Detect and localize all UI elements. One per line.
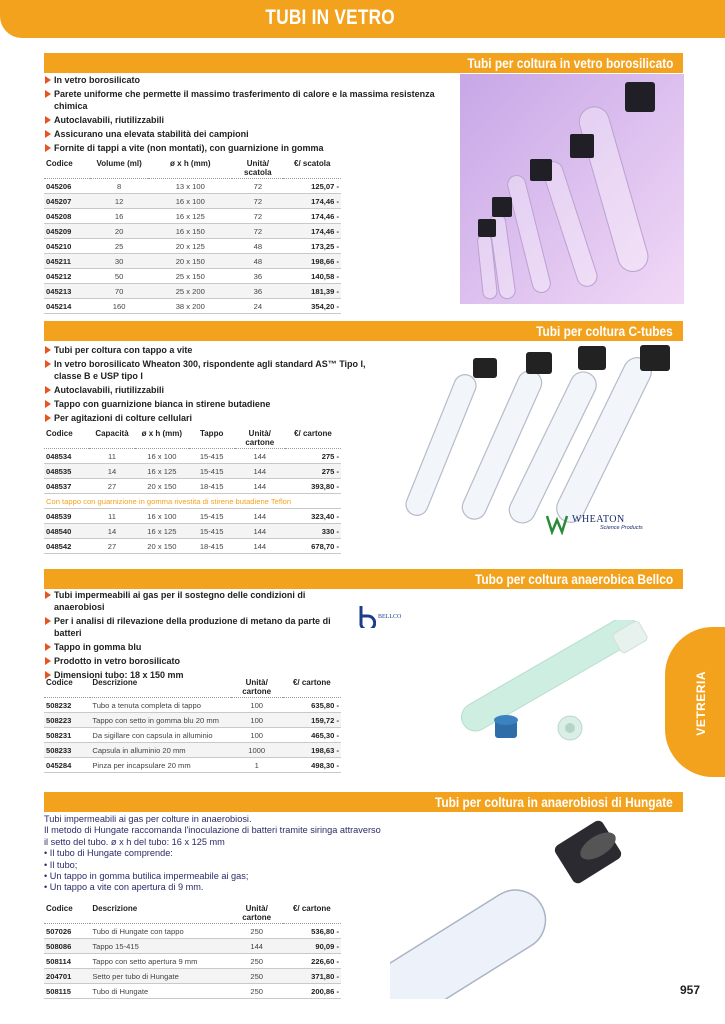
bullet: Per agitazioni di colture cellulari — [44, 412, 394, 424]
table-row — [44, 743, 341, 758]
table-row — [44, 254, 341, 269]
cell: 20 x 150 — [148, 254, 232, 269]
table-row — [44, 728, 341, 743]
cell: Tappo 15-415 — [90, 939, 230, 954]
product-code: 045206 — [44, 179, 90, 194]
table-row — [44, 524, 341, 539]
product-code: 048540 — [44, 524, 89, 539]
cell: 12 — [90, 194, 148, 209]
table-row — [44, 449, 341, 464]
table-row — [44, 464, 341, 479]
table-hungate: Codice Descrizione Unità/ cartone €/ cartone 507026 Tubo di Hungate con tappo 250 536,80 - 508086 Tappo 15-415 144 90,09 - 508114 Tappo con setto apertura 9 mm 250 226,60 - 204701 Setto per tubo di Hungate 250 371,80 - 508115 Tubo di Hungate 250 200,86 - — [44, 903, 341, 999]
photo-hungate-tube — [390, 816, 683, 999]
bullet: In vetro borosilicato Wheaton 300, rispondente agli standard AS™ Tipo I, classe B e USP tipo I — [44, 358, 394, 382]
table-row — [44, 984, 341, 999]
bullet: Prodotto in vetro borosilicato — [44, 655, 344, 667]
price: 330 - — [285, 524, 341, 539]
cell: 20 x 150 — [135, 479, 189, 494]
wheaton-logo: WHEATON Science Products — [545, 512, 660, 536]
section-title-bellco: Tubo per coltura anaerobica Bellco — [44, 569, 683, 589]
price: 465,30 - — [283, 728, 341, 743]
bullet: Tubi per coltura con tappo a vite — [44, 344, 394, 356]
product-code: 507026 — [44, 924, 90, 939]
table-row — [44, 209, 341, 224]
cell: 250 — [231, 969, 283, 984]
cell: 16 x 125 — [135, 524, 189, 539]
price: 200,86 - — [283, 984, 341, 999]
cell: Capsula in alluminio 20 mm — [90, 743, 230, 758]
cell: 70 — [90, 284, 148, 299]
price: 635,80 - — [283, 698, 341, 713]
bullet: Tappo con guarnizione bianca in stirene butadiene — [44, 398, 394, 410]
table-note: Con tappo con guarnizione in gomma rivestita di stirene butadiene Teflon — [44, 494, 341, 509]
price: 90,09 - — [283, 939, 341, 954]
cell: 13 x 100 — [148, 179, 232, 194]
photo-bellco-tube — [440, 620, 665, 760]
table-row — [44, 509, 341, 524]
price: 536,80 - — [283, 924, 341, 939]
cell: 18-415 — [189, 539, 235, 554]
bullet: In vetro borosilicato — [44, 74, 464, 86]
cell: Da sigillare con capsula in alluminio — [90, 728, 230, 743]
table-row — [44, 969, 341, 984]
cell: 20 — [90, 224, 148, 239]
table-row — [44, 954, 341, 969]
price: 498,30 - — [283, 758, 341, 773]
cell: 18-415 — [189, 479, 235, 494]
cell: Tappo con setto apertura 9 mm — [90, 954, 230, 969]
product-code: 045213 — [44, 284, 90, 299]
product-code: 048537 — [44, 479, 89, 494]
cell: 11 — [89, 509, 135, 524]
product-code: 048535 — [44, 464, 89, 479]
bullet: Parete uniforme che permette il massimo trasferimento di calore e la massima resistenza chimica — [44, 88, 464, 112]
table-row — [44, 194, 341, 209]
bullet: Tubi impermeabili ai gas per il sostegno delle condizioni di anaerobiosi — [44, 589, 344, 613]
price: 323,40 - — [285, 509, 341, 524]
cell: 48 — [232, 239, 283, 254]
cell: 36 — [232, 269, 283, 284]
cell: 72 — [232, 194, 283, 209]
cell: 25 — [90, 239, 148, 254]
table-row — [44, 713, 341, 728]
bullet: Fornite di tappi a vite (non montati), con guarnizione in gomma — [44, 142, 464, 154]
cell: 72 — [232, 209, 283, 224]
product-code: 045207 — [44, 194, 90, 209]
cell: 14 — [89, 524, 135, 539]
price: 173,25 - — [283, 239, 341, 254]
bullet: Autoclavabili, riutilizzabili — [44, 114, 464, 126]
product-code: 045212 — [44, 269, 90, 284]
product-code: 508223 — [44, 713, 90, 728]
cell: 15-415 — [189, 524, 235, 539]
product-code: 048534 — [44, 449, 89, 464]
price: 174,46 - — [283, 209, 341, 224]
cell: 16 x 125 — [148, 209, 232, 224]
cell: 24 — [232, 299, 283, 314]
cell: 250 — [231, 924, 283, 939]
price: 393,80 - — [285, 479, 341, 494]
table-row — [44, 179, 341, 194]
header-bar — [0, 0, 725, 38]
product-code: 045210 — [44, 239, 90, 254]
cell: Pinza per incapsulare 20 mm — [90, 758, 230, 773]
price: 678,70 - — [285, 539, 341, 554]
price: 275 - — [285, 449, 341, 464]
price: 174,46 - — [283, 224, 341, 239]
section-title-ctubes: Tubi per coltura C-tubes — [44, 321, 683, 341]
cell: 100 — [231, 698, 283, 713]
product-code: 048539 — [44, 509, 89, 524]
price: 174,46 - — [283, 194, 341, 209]
cell: 144 — [235, 524, 285, 539]
side-tab-vetreria: VETRERIA — [665, 627, 725, 777]
cell: 8 — [90, 179, 148, 194]
cell: 15-415 — [189, 449, 235, 464]
cell: 144 — [231, 939, 283, 954]
table-row — [44, 758, 341, 773]
cell: 72 — [232, 224, 283, 239]
cell: 16 — [90, 209, 148, 224]
bullets-1 — [44, 74, 464, 156]
cell: 72 — [232, 179, 283, 194]
product-code: 204701 — [44, 969, 90, 984]
cell: 50 — [90, 269, 148, 284]
table-borosilicato: Codice Volume (ml) ø x h (mm) Unità/ scatola €/ scatola 045206 8 13 x 100 72 125,07 - 045207 12 16 x 100 72 174,46 - 045208 16 16 x 125 72 174,46 - 045209 20 16 x 150 72 174,46 - 045210 25 20 x 125 48 173,25 - 045211 30 20 x 150 48 198,66 - 045212 50 25 x 150 36 140,58 - 045213 70 25 x 200 36 181,39 - 045214 160 38 x 200 24 354,20 - — [44, 158, 341, 314]
product-code: 508232 — [44, 698, 90, 713]
cell: 15-415 — [189, 509, 235, 524]
cell: 144 — [235, 449, 285, 464]
cell: 25 x 150 — [148, 269, 232, 284]
cell: 144 — [235, 539, 285, 554]
table-row — [44, 299, 341, 314]
price: 159,72 - — [283, 713, 341, 728]
price: 140,58 - — [283, 269, 341, 284]
bullet: Dimensioni tubo: 18 x 150 mm — [44, 669, 344, 681]
cell: 16 x 100 — [148, 194, 232, 209]
cell: Setto per tubo di Hungate — [90, 969, 230, 984]
cell: 27 — [89, 479, 135, 494]
product-code: 508114 — [44, 954, 90, 969]
cell: 38 x 200 — [148, 299, 232, 314]
cell: 1 — [231, 758, 283, 773]
cell: 250 — [231, 984, 283, 999]
table-ctubes: Codice Capacità ø x h (mm) Tappo Unità/ cartone €/ cartone 048534 11 16 x 100 15-415 144 275 - 048535 14 16 x 125 15-415 144 275 - 048537 27 20 x 150 18-415 144 393,80 - Con tappo con guarnizione in gomma rivestita di stirene butadiene Teflon 048539 11 16 x 100 15-415 144 323,40 - 048540 14 16 x 125 15-415 144 330 - 048542 27 20 x 150 18-415 144 678,70 - — [44, 428, 341, 554]
section-title-hungate: Tubi per coltura in anaerobiosi di Hungate — [44, 792, 683, 812]
cell: 20 x 125 — [148, 239, 232, 254]
product-code: 508115 — [44, 984, 90, 999]
table-bellco: Codice Descrizione Unità/ cartone €/ cartone 508232 Tubo a tenuta completa di tappo 100 635,80 - 508223 Tappo con setto in gomma blu 20 mm 100 159,72 - 508231 Da sigillare con capsula in alluminio 100 465,30 - 508233 Capsula in alluminio 20 mm 1000 198,63 - 045284 Pinza per incapsulare 20 mm 1 498,30 - — [44, 677, 341, 773]
bullet: Per i analisi di rilevazione della produzione di metano da parte di batteri — [44, 615, 344, 639]
price: 371,80 - — [283, 969, 341, 984]
price: 354,20 - — [283, 299, 341, 314]
table-row — [44, 269, 341, 284]
cell: 100 — [231, 728, 283, 743]
price: 198,63 - — [283, 743, 341, 758]
hungate-description: Tubi impermeabili ai gas per colture in anaerobiosi. Il metodo di Hungate raccomanda l'inoculazione di batteri tramite siringa attraverso il setto del tubo. ø x h del tubo: 16 x 125 mm • Il tubo di Hungate comprende: • Il tubo; • Un tappo in gomma butilica impermeabile ai gas; • Un tappo a vite con apertura di 9 mm. — [44, 814, 381, 893]
table-row — [44, 698, 341, 713]
bullet: Assicurano una elevata stabilità dei campioni — [44, 128, 464, 140]
table-row — [44, 924, 341, 939]
product-code: 045211 — [44, 254, 90, 269]
photo-borosilicate-tubes — [460, 74, 684, 304]
price: 275 - — [285, 464, 341, 479]
bullet: Autoclavabili, riutilizzabili — [44, 384, 394, 396]
cell: 14 — [89, 464, 135, 479]
cell: 48 — [232, 254, 283, 269]
bellco-logo: BELLCO — [358, 604, 418, 630]
page-title: TUBI IN VETRO — [265, 6, 395, 29]
cell: 36 — [232, 284, 283, 299]
cell: 160 — [90, 299, 148, 314]
cell: 16 x 125 — [135, 464, 189, 479]
cell: 100 — [231, 713, 283, 728]
product-code: 508086 — [44, 939, 90, 954]
bullets-3 — [44, 589, 344, 683]
price: 226,60 - — [283, 954, 341, 969]
cell: 30 — [90, 254, 148, 269]
section-title-borosilicato: Tubi per coltura in vetro borosilicato — [44, 53, 683, 73]
cell: Tappo con setto in gomma blu 20 mm — [90, 713, 230, 728]
table-row — [44, 939, 341, 954]
cell: Tubo di Hungate con tappo — [90, 924, 230, 939]
cell: 144 — [235, 464, 285, 479]
cell: 15-415 — [189, 464, 235, 479]
table-row — [44, 224, 341, 239]
price: 125,07 - — [283, 179, 341, 194]
price: 181,39 - — [283, 284, 341, 299]
cell: 11 — [89, 449, 135, 464]
cell: 25 x 200 — [148, 284, 232, 299]
bullets-2 — [44, 344, 394, 426]
product-code: 045214 — [44, 299, 90, 314]
product-code: 508231 — [44, 728, 90, 743]
bullet: Tappo in gomma blu — [44, 641, 344, 653]
cell: 144 — [235, 509, 285, 524]
cell: 16 x 100 — [135, 509, 189, 524]
table-row — [44, 479, 341, 494]
price: 198,66 - — [283, 254, 341, 269]
product-code: 045209 — [44, 224, 90, 239]
cell: 16 x 100 — [135, 449, 189, 464]
cell: 16 x 150 — [148, 224, 232, 239]
cell: 250 — [231, 954, 283, 969]
product-code: 048542 — [44, 539, 89, 554]
cell: 1000 — [231, 743, 283, 758]
cell: 144 — [235, 479, 285, 494]
table-row — [44, 539, 341, 554]
page-number: 957 — [680, 983, 701, 997]
product-code: 508233 — [44, 743, 90, 758]
table-row — [44, 284, 341, 299]
cell: Tubo a tenuta completa di tappo — [90, 698, 230, 713]
cell: 20 x 150 — [135, 539, 189, 554]
table-row — [44, 239, 341, 254]
cell: Tubo di Hungate — [90, 984, 230, 999]
product-code: 045208 — [44, 209, 90, 224]
cell: 27 — [89, 539, 135, 554]
product-code: 045284 — [44, 758, 90, 773]
